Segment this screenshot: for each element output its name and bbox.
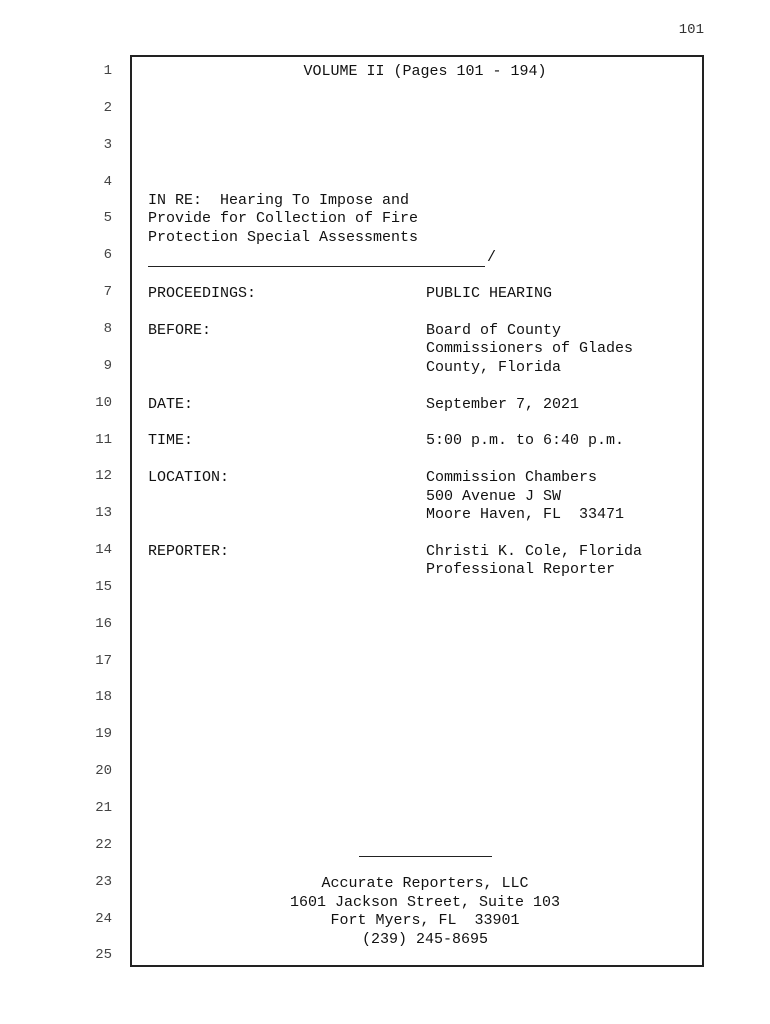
page-number: 101 xyxy=(678,22,704,38)
line-number: 24 xyxy=(95,910,112,927)
reporter-value-line-1: Christi K. Cole, Florida xyxy=(426,543,643,560)
in-re-line-3: Protection Special Assessments xyxy=(148,229,419,246)
footer-company: Accurate Reporters, LLC xyxy=(321,875,529,892)
line-number: 17 xyxy=(95,652,112,669)
line-number: 25 xyxy=(95,947,112,964)
footer-city: Fort Myers, FL 33901 xyxy=(330,912,520,929)
reporter-label: REPORTER: xyxy=(148,543,230,560)
before-value-line-1: Board of County xyxy=(426,322,562,339)
line-number: 14 xyxy=(95,542,112,559)
volume-title: VOLUME II (Pages 101 - 194) xyxy=(303,63,547,80)
line-number: 21 xyxy=(95,800,112,816)
line-number: 5 xyxy=(103,210,112,227)
line-number: 15 xyxy=(95,578,112,595)
line-number: 22 xyxy=(95,836,112,853)
line-number: 6 xyxy=(103,247,112,264)
proceedings-value: PUBLIC HEARING xyxy=(426,285,553,302)
line-number: 7 xyxy=(103,284,112,301)
line-number: 19 xyxy=(95,726,112,743)
line-number: 13 xyxy=(95,505,112,522)
footer-phone: (239) 245-8695 xyxy=(361,931,489,948)
line-number: 9 xyxy=(103,357,112,374)
time-value: 5:00 p.m. to 6:40 p.m. xyxy=(426,432,625,449)
location-label: LOCATION: xyxy=(148,469,230,486)
time-label: TIME: xyxy=(148,432,194,449)
line-number: 16 xyxy=(95,615,112,632)
in-re-line-2: Provide for Collection of Fire xyxy=(148,210,419,227)
date-label: DATE: xyxy=(148,396,194,413)
footer-street: 1601 Jackson Street, Suite 103 xyxy=(289,894,561,911)
line-number: 2 xyxy=(103,99,112,116)
line-number: 8 xyxy=(103,320,112,337)
footer-rule xyxy=(359,856,492,857)
before-label: BEFORE: xyxy=(148,322,212,339)
line-number: 20 xyxy=(95,763,112,780)
line-number: 10 xyxy=(95,394,112,411)
before-value-line-2: Commissioners of Glades xyxy=(426,340,634,357)
date-value: September 7, 2021 xyxy=(426,396,580,413)
proceedings-label: PROCEEDINGS: xyxy=(148,285,257,302)
reporter-value-line-2: Professional Reporter xyxy=(426,561,616,578)
line-number: 4 xyxy=(103,173,112,190)
in-re-slash: / xyxy=(487,249,497,266)
line-number: 12 xyxy=(95,468,112,485)
line-number: 11 xyxy=(95,431,112,448)
line-number: 23 xyxy=(95,873,112,890)
line-number: 1 xyxy=(103,63,112,79)
location-value-line-2: 500 Avenue J SW xyxy=(426,488,562,505)
before-value-line-3: County, Florida xyxy=(426,359,562,376)
location-value-line-1: Commission Chambers xyxy=(426,469,598,486)
line-number: 3 xyxy=(103,136,112,153)
in-re-line-1: IN RE: Hearing To Impose and xyxy=(148,192,410,209)
in-re-underline xyxy=(148,266,485,267)
location-value-line-3: Moore Haven, FL 33471 xyxy=(426,506,625,523)
line-number: 18 xyxy=(95,689,112,706)
